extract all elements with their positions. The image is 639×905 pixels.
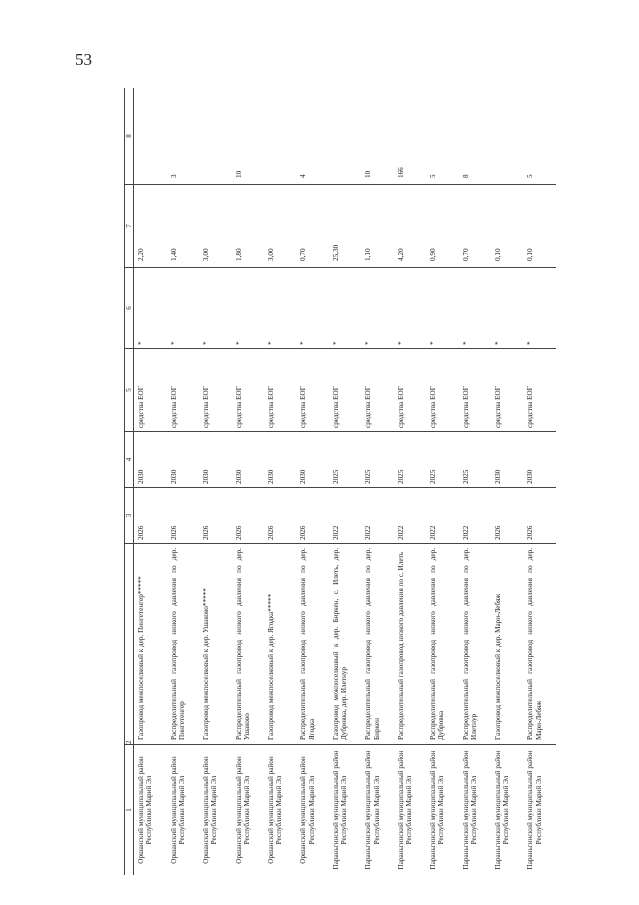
funding-cell: средства ЕОГ [394, 349, 426, 432]
households-cell: 10 [232, 88, 264, 185]
table-row [426, 88, 458, 875]
start-year-cell: 2026 [491, 488, 523, 544]
district-cell: Оршанский муниципальный район Республики Марий Эл [234, 756, 251, 864]
object-cell: Газопровод межпоселковый к дер. Пингетенгер***** [134, 544, 167, 745]
length-cell: 0,10 [523, 185, 556, 268]
table-row [491, 88, 523, 875]
households-cell: 5 [523, 88, 556, 185]
table-row [232, 88, 264, 875]
start-year-cell: 2022 [329, 488, 361, 544]
marker-cell: * [296, 268, 328, 349]
end-year-cell: 2030 [134, 432, 167, 488]
end-year-cell: 2030 [264, 432, 296, 488]
object-cell: Распределительный газопровод низкого давления по дер. Ягодка [296, 544, 328, 745]
end-year-cell: 2025 [394, 432, 426, 488]
marker-cell: * [167, 268, 199, 349]
households-cell [264, 88, 296, 185]
funding-cell: средства ЕОГ [523, 349, 556, 432]
funding-cell: средства ЕОГ [426, 349, 458, 432]
table-row [459, 88, 491, 875]
end-year-cell: 2030 [199, 432, 231, 488]
district-cell: Параньгинский муниципальный район Республики Марий Эл [494, 750, 511, 870]
start-year-cell: 2026 [134, 488, 167, 544]
district-cell: Параньгинский муниципальный район Республики Марий Эл [364, 750, 381, 870]
col-header-2: 2 [125, 544, 134, 745]
col-header-4: 4 [125, 432, 134, 488]
object-cell: Распределительный газопровод низкого давления по дер. Илетнур [459, 544, 491, 745]
marker-cell: * [491, 268, 523, 349]
rotated-table-container [124, 95, 556, 875]
table-row [296, 88, 328, 875]
object-cell: Газопровод межпоселковый к дер. Мари-Лебяж [491, 544, 523, 745]
object-cell: Распределительный газопровод низкого давления по с. Илеть [394, 544, 426, 745]
col-header-5: 5 [125, 349, 134, 432]
households-cell [491, 88, 523, 185]
start-year-cell: 2026 [167, 488, 199, 544]
marker-cell: * [394, 268, 426, 349]
end-year-cell: 2025 [361, 432, 393, 488]
object-cell: Газопровод межпоселковый к дер. Ушаково***** [199, 544, 231, 745]
marker-cell: * [199, 268, 231, 349]
col-header-8: 8 [125, 88, 134, 185]
district-cell: Оршанский муниципальный район Республики Марий Эл [299, 756, 316, 864]
marker-cell: * [134, 268, 167, 349]
households-cell: 5 [426, 88, 458, 185]
table-body [134, 88, 557, 875]
end-year-cell: 2030 [523, 432, 556, 488]
object-cell: Распределительный газопровод низкого давления по дер. Пингетенгер [167, 544, 199, 745]
length-cell: 0,90 [426, 185, 458, 268]
households-cell: 3 [167, 88, 199, 185]
length-cell: 1,40 [167, 185, 199, 268]
households-cell [329, 88, 361, 185]
col-header-6: 6 [125, 268, 134, 349]
marker-cell: * [523, 268, 556, 349]
funding-cell: средства ЕОГ [199, 349, 231, 432]
table-row [264, 88, 296, 875]
end-year-cell: 2030 [491, 432, 523, 488]
funding-cell: средства ЕОГ [491, 349, 523, 432]
marker-cell: * [426, 268, 458, 349]
start-year-cell: 2022 [361, 488, 393, 544]
table-row [394, 88, 426, 875]
length-cell: 2,20 [134, 185, 167, 268]
district-cell: Параньгинский муниципальный район Республики Марий Эл [396, 750, 413, 870]
object-cell: Распределительный газопровод низкого давления по дер. Ушаково [232, 544, 264, 745]
funding-cell: средства ЕОГ [361, 349, 393, 432]
length-cell: 3,00 [264, 185, 296, 268]
households-cell [134, 88, 167, 185]
start-year-cell: 2026 [296, 488, 328, 544]
district-cell: Оршанский муниципальный район Республики Марий Эл [202, 756, 219, 864]
funding-cell: средства ЕОГ [167, 349, 199, 432]
length-cell: 1,80 [232, 185, 264, 268]
start-year-cell: 2026 [199, 488, 231, 544]
object-cell: Распределительный газопровод низкого давления по дер. Мари-Лебяж [523, 544, 556, 745]
district-cell: Оршанский муниципальный район Республики Марий Эл [169, 756, 186, 864]
marker-cell: * [459, 268, 491, 349]
households-cell: 166 [394, 88, 426, 185]
table-row [167, 88, 199, 875]
district-cell: Параньгинский муниципальный район Республики Марий Эл [429, 750, 446, 870]
start-year-cell: 2022 [459, 488, 491, 544]
marker-cell: * [264, 268, 296, 349]
start-year-cell: 2022 [394, 488, 426, 544]
district-cell: Параньгинский муниципальный район Республики Марий Эл [461, 750, 478, 870]
length-cell: 0,70 [459, 185, 491, 268]
length-cell: 0,70 [296, 185, 328, 268]
length-cell: 25,30 [329, 185, 361, 268]
object-cell: Распределительный газопровод низкого давления по дер. Дубровка [426, 544, 458, 745]
table-row [134, 88, 167, 875]
object-cell: Распределительный газопровод низкого давления по дер. Биркен [361, 544, 393, 745]
gas-pipeline-table [124, 88, 556, 875]
households-cell [199, 88, 231, 185]
col-header-3: 3 [125, 488, 134, 544]
end-year-cell: 2030 [167, 432, 199, 488]
end-year-cell: 2025 [426, 432, 458, 488]
col-header-1: 1 [125, 745, 134, 876]
start-year-cell: 2026 [232, 488, 264, 544]
start-year-cell: 2022 [426, 488, 458, 544]
marker-cell: * [329, 268, 361, 349]
marker-cell: * [361, 268, 393, 349]
households-cell: 4 [296, 88, 328, 185]
length-cell: 0,10 [491, 185, 523, 268]
end-year-cell: 2025 [329, 432, 361, 488]
object-cell: Газопровод межпоселковый к дер. Ягодка***** [264, 544, 296, 745]
start-year-cell: 2026 [523, 488, 556, 544]
funding-cell: средства ЕОГ [232, 349, 264, 432]
households-cell: 10 [361, 88, 393, 185]
end-year-cell: 2030 [296, 432, 328, 488]
district-cell: Параньгинский муниципальный район Республики Марий Эл [331, 750, 349, 870]
length-cell: 4,20 [394, 185, 426, 268]
length-cell: 3,00 [199, 185, 231, 268]
object-cell: Газопровод межпоселковый к дер. Биркен, с. Илеть, дер. Дубровка, дер. Илетнур [329, 544, 361, 745]
funding-cell: средства ЕОГ [329, 349, 361, 432]
table-row [329, 88, 361, 875]
table-row [523, 88, 556, 875]
funding-cell: средства ЕОГ [459, 349, 491, 432]
start-year-cell: 2026 [264, 488, 296, 544]
funding-cell: средства ЕОГ [296, 349, 328, 432]
length-cell: 1,10 [361, 185, 393, 268]
funding-cell: средства ЕОГ [134, 349, 167, 432]
page-number: 53 [75, 50, 92, 69]
households-cell: 8 [459, 88, 491, 185]
district-cell: Оршанский муниципальный район Республики Марий Эл [266, 756, 284, 864]
end-year-cell: 2025 [459, 432, 491, 488]
table-row [199, 88, 231, 875]
column-number-row [125, 88, 134, 875]
district-cell: Параньгинский муниципальный район Республики Марий Эл [526, 750, 543, 870]
col-header-7: 7 [125, 185, 134, 268]
end-year-cell: 2030 [232, 432, 264, 488]
funding-cell: средства ЕОГ [264, 349, 296, 432]
marker-cell: * [232, 268, 264, 349]
district-cell: Оршанский муниципальный район Республики Марий Эл [137, 756, 154, 864]
table-row [361, 88, 393, 875]
